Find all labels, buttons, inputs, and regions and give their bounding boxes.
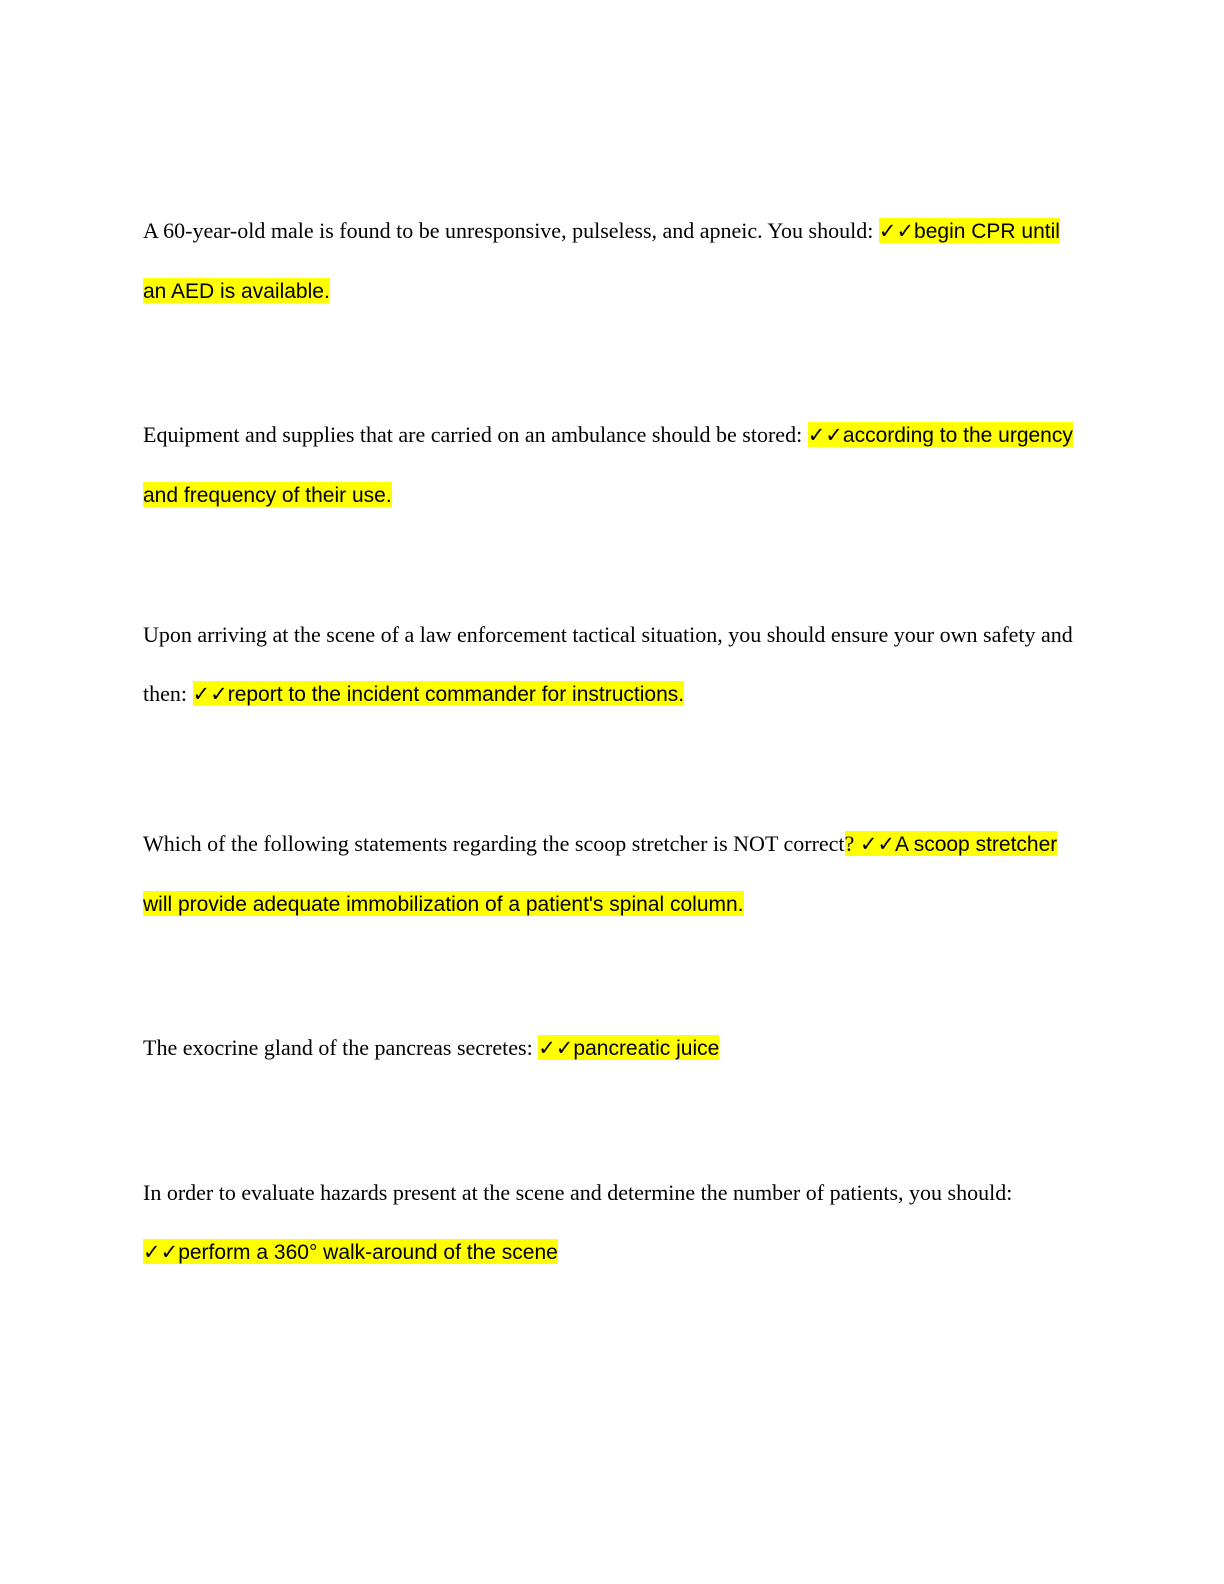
answer-text: begin CPR until an AED is available. [143,220,1060,303]
double-check-icon: ✓✓ [538,1036,574,1060]
answer-highlight [538,1035,719,1060]
double-check-icon: ✓✓ [807,423,843,447]
answer-highlight [143,1239,558,1264]
question-text: The exocrine gland of the pancreas secretes: [143,1035,539,1060]
qa-item [143,1018,1073,1078]
double-check-icon: ✓✓ [192,682,228,706]
qa-item [143,605,1073,724]
answer-text: according to the urgency and frequency of their use. [143,424,1073,507]
answer-text: perform a 360° walk-around of the scene [178,1241,558,1264]
double-check-icon: ✓✓ [143,1240,179,1264]
answer-text: A scoop stretcher will provide adequate immobilization of a patient's spinal column. [143,833,1058,916]
answer-highlight [193,681,685,706]
qa-item [143,814,1073,934]
qa-item [143,201,1073,321]
answer-text: pancreatic juice [573,1037,720,1060]
question-text: A 60-year-old male is found to be unresponsive, pulseless, and apneic. You should: [143,218,879,243]
qa-item [143,1163,1073,1282]
double-check-icon: ✓✓ [878,219,915,243]
highlighted-prefix: ? [844,831,860,856]
qa-item [143,405,1073,525]
double-check-icon: ✓✓ [859,832,896,856]
question-text: In order to evaluate hazards present at the scene and determine the number of patients, you should: [143,1180,1013,1205]
question-text: Equipment and supplies that are carried on an ambulance should be stored: [143,422,808,447]
answer-text: report to the incident commander for instructions. [227,683,685,706]
question-text: Upon arriving at the scene of a law enforcement tactical situation, you should ensure your own safety and then: [143,622,1073,706]
question-text: Which of the following statements regarding the scoop stretcher is NOT correct [143,831,845,856]
